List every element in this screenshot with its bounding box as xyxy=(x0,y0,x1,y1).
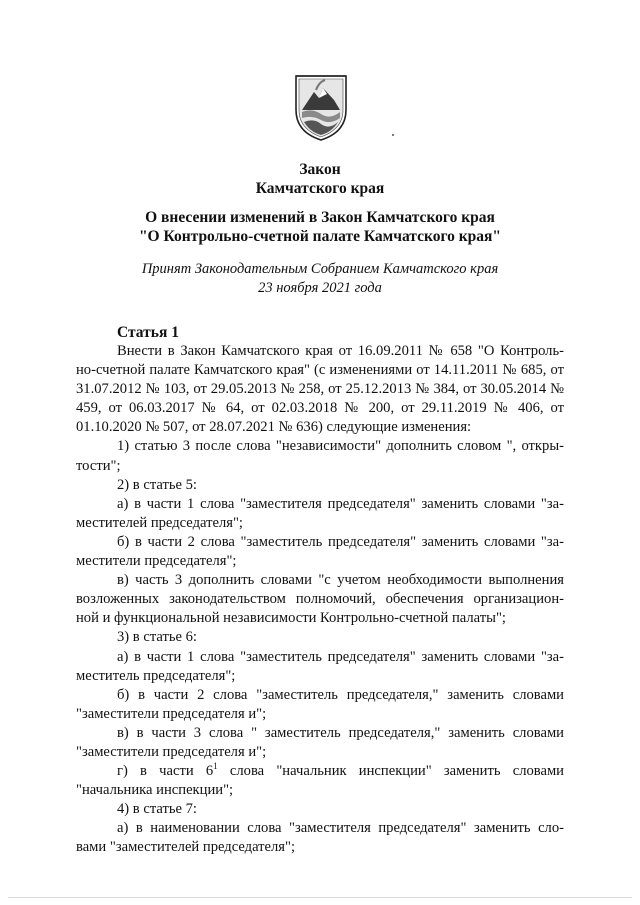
item-2: 2) в статье 5: xyxy=(117,476,197,493)
text-line: местителей председателя"; xyxy=(76,514,243,531)
text-line: "заместители председателя и"; xyxy=(76,705,267,722)
item-3a xyxy=(76,648,564,686)
text-line: "начальника инспекции"; xyxy=(76,782,234,799)
item-3d xyxy=(76,762,564,800)
text-fragment: г) в части 6 xyxy=(117,763,214,780)
text-line: а) в части 1 слова "заместитель председателя" заменить словами "за- xyxy=(117,648,564,665)
text-line: 1) статью 3 после слова "независимости" дополнить словом ", откры- xyxy=(117,438,564,455)
text-line: тости"; xyxy=(76,457,121,474)
adopted-line-2: 23 ноября 2021 года xyxy=(258,280,382,296)
law-title xyxy=(0,160,640,198)
subject-line-1: О внесении изменений в Закон Камчатского края xyxy=(145,209,495,226)
item-3b xyxy=(76,686,564,724)
text-line: местители председателя"; xyxy=(76,553,237,570)
item-3c xyxy=(76,724,564,762)
item-3: 3) в статье 6: xyxy=(117,629,197,646)
adopted-line-1: Принят Законодательным Собранием Камчатского края xyxy=(141,261,499,277)
text-line: "заместители председателя и"; xyxy=(76,743,267,760)
text-line: вами "заместителей председателя"; xyxy=(76,839,296,856)
subject-line-2: "О Контрольно-счетной палате Камчатского края" xyxy=(138,228,502,245)
text-line: от 31.07.2012 № 103, от 29.05.2013 № 258, от 25.12.2013 № 384, от xyxy=(76,362,564,398)
item-2c xyxy=(76,571,564,628)
item-4a xyxy=(76,819,564,857)
article-body xyxy=(76,342,564,858)
article-heading: Статья 1 xyxy=(117,324,179,341)
superscript: 1 xyxy=(213,761,218,772)
title-line-1: Закон xyxy=(299,161,341,178)
text-line: Внести в Закон Камчатского края от 16.09.2011 № 658 "О Контроль- xyxy=(117,343,564,359)
text-line: а) в наименовании слова "заместителя председателя" заменить сло- xyxy=(117,820,564,837)
law-subject xyxy=(0,208,640,246)
text-line: возложенных законодательством полномочий, обеспечения организацион- xyxy=(76,591,564,608)
text-line: а) в части 1 слова "заместителя председателя" заменить словами "за- xyxy=(117,495,564,512)
text-line: в) часть 3 дополнить словами "с учетом необходимости выполнения xyxy=(117,572,564,589)
scan-speck xyxy=(392,134,394,136)
text-line: б) в части 2 слова "заместитель председателя," заменить словами xyxy=(117,686,564,703)
intro-paragraph xyxy=(76,342,564,437)
coat-of-arms-icon xyxy=(292,70,350,142)
adoption-note xyxy=(0,260,640,298)
title-line-2: Камчатского края xyxy=(255,180,385,197)
text-line: 30.05.2014 № 459, от 06.03.2017 № 64, от 02.03.2018 № 200, от 29.11.2019 xyxy=(76,381,565,417)
page-edge-line xyxy=(8,897,632,898)
item-2a xyxy=(76,495,564,533)
text-line: № 406, от 01.10.2020 № 507, от 28.07.2021 № 636) следующие изменения: xyxy=(76,400,564,436)
item-2b xyxy=(76,533,564,571)
text-line: в) в части 3 слова " заместитель председателя," заменить словами xyxy=(117,724,564,741)
text-fragment: слова "начальник инспекции" заменить словами xyxy=(217,763,564,780)
text-line: ной и функциональной независимости Контрольно-счетной палаты"; xyxy=(76,610,506,627)
item-4: 4) в статье 7: xyxy=(117,801,197,818)
text-line: б) в части 2 слова "заместитель председателя" заменить словами "за- xyxy=(117,533,564,550)
text-line: меститель председателя"; xyxy=(76,667,236,684)
item-1 xyxy=(76,437,564,475)
text-line: но-счетной палате Камчатского края" (с изменениями от 14.11.2011 № 685, xyxy=(76,362,547,379)
